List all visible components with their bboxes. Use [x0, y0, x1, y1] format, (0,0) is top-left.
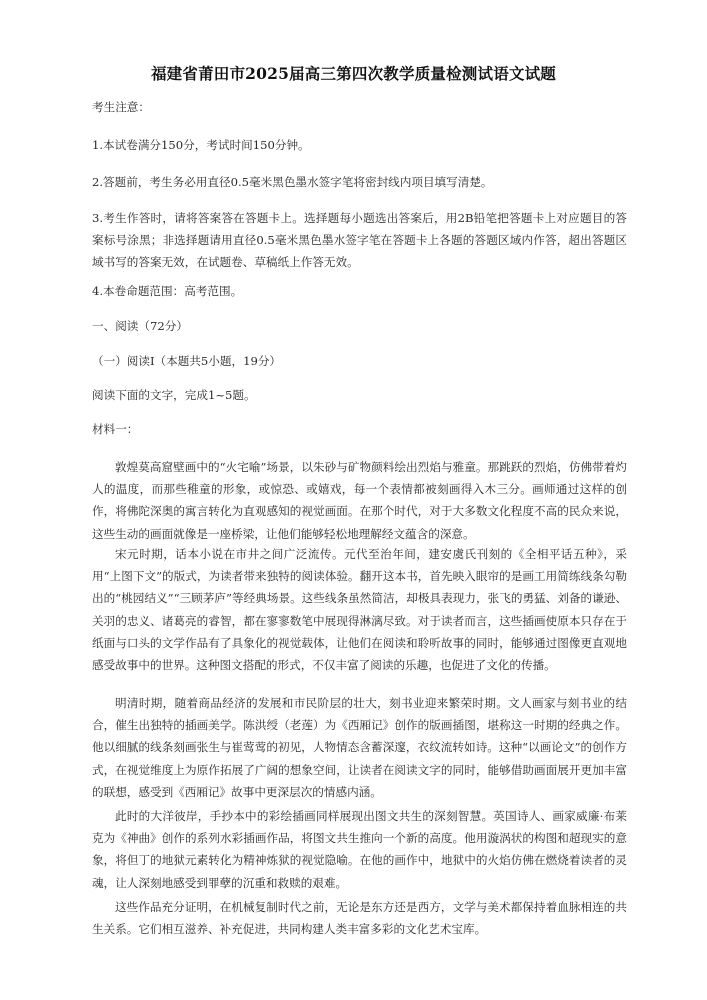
notice-item: 3.考生作答时，请将答案答在答题卡上。选择题每小题选出答案后，用2B铅笔把答题卡上对应题目的答案标号涂黑；非选择题请用直径0.5毫米黑色墨水签字笔在答题卡上各题的答题区域内作答，超出答题区域书写的答案无效，在试题卷、草稿纸上作答无效。	[92, 211, 627, 270]
notice-item: 1.本试卷满分150分，考试时间150分钟。	[92, 138, 310, 152]
notice-item: 2.答题前，考生务必用直径0.5毫米黑色墨水签字笔将密封线内项目填写清楚。	[92, 175, 493, 189]
material-paragraph: 明清时期，随着商品经济的发展和市民阶层的壮大，刻书业迎来繁荣时期。文人画家与刻书业的结合，催生出独特的插画美学。陈洪绶（老莲）为《西厢记》创作的版画插图，堪称这一时期的经典之作。他以细腻的线条刻画张生与崔莺莺的初见，人物情态含蓄深邃，衣纹流转如诗。这种“以画论文”的创作方式，在视觉维度上为原作拓展了广阔的想象空间，让读者在阅读文字的同时，能够借助画面展开更加丰富的联想，感受到《西厢记》故事中更深层次的情感内涵。	[92, 696, 627, 799]
material-label: 材料一：	[92, 422, 139, 436]
material-paragraph: 这些作品充分证明，在机械复制时代之前，无论是东方还是西方，文学与美术都保持着血脉相连的共生关系。它们相互滋养、补充促进，共同构建人类丰富多彩的文化艺术宝库。	[92, 900, 627, 937]
subsection-heading: （一）阅读Ⅰ（本题共5小题，19分）	[92, 354, 282, 368]
material-paragraph: 敦煌莫高窟壁画中的“火宅喻”场景，以朱砂与矿物颜料绘出烈焰与雅童。那跳跃的烈焰，仿佛带着灼人的温度，而那些稚童的形象，或惊恐、或嬉戏，每一个表情都被刻画得入木三分。画师通过这样的创作，将佛陀深奥的寓言转化为直观感知的视觉画面。在那个时代，对于大多数文化程度不高的民众来说，这些生动的画面就像是一座桥梁，让他们能够轻松地理解经文蕴含的深意。	[92, 460, 627, 541]
notice-heading: 考生注意：	[92, 100, 150, 114]
material-paragraph: 此时的大洋彼岸，手抄本中的彩绘插画同样展现出图文共生的深刻智慧。英国诗人、画家威廉·布莱克为《神曲》创作的系列水彩插画作品，将图文共生推向一个新的高度。他用漩涡状的构图和超现实的意象，将但丁的地狱元素转化为精神炼狱的视觉隐喻。在他的画作中，地狱中的火焰仿佛在燃烧着读者的灵魂，让人深刻地感受到罪孽的沉重和救赎的艰难。	[92, 809, 627, 890]
exam-title: 福建省莆田市2025届高三第四次教学质量检测试语文试题	[150, 64, 557, 83]
material-paragraph: 宋元时期，话本小说在市井之间广泛流传。元代至治年间，建安虞氏刊刻的《全相平话五种》，采用“上图下文”的版式，为读者带来独特的阅读体验。翻开这本书，首先映入眼帘的是画工用简练线条勾勒出的“桃园结义”“三顾茅庐”等经典场景。这些线条虽然简洁，却极具表现力，张飞的勇猛、刘备的谦逊、关羽的忠义、诸葛亮的睿智，都在寥寥数笔中展现得淋漓尽致。对于读者而言，这些插画使原本只存在于纸面与口头的文学作品有了具象化的视觉载体，让他们在阅读和聆听故事的同时，能够通过图像更直观地感受故事中的世界。这种图文搭配的形式，不仅丰富了阅读的乐趣，也促进了文化的传播。	[92, 547, 627, 673]
notice-item: 4.本卷命题范围：高考范围。	[92, 284, 243, 298]
section-heading: 一、阅读（72分）	[92, 319, 188, 333]
reading-instruction: 阅读下面的文字，完成1~5题。	[92, 388, 256, 402]
